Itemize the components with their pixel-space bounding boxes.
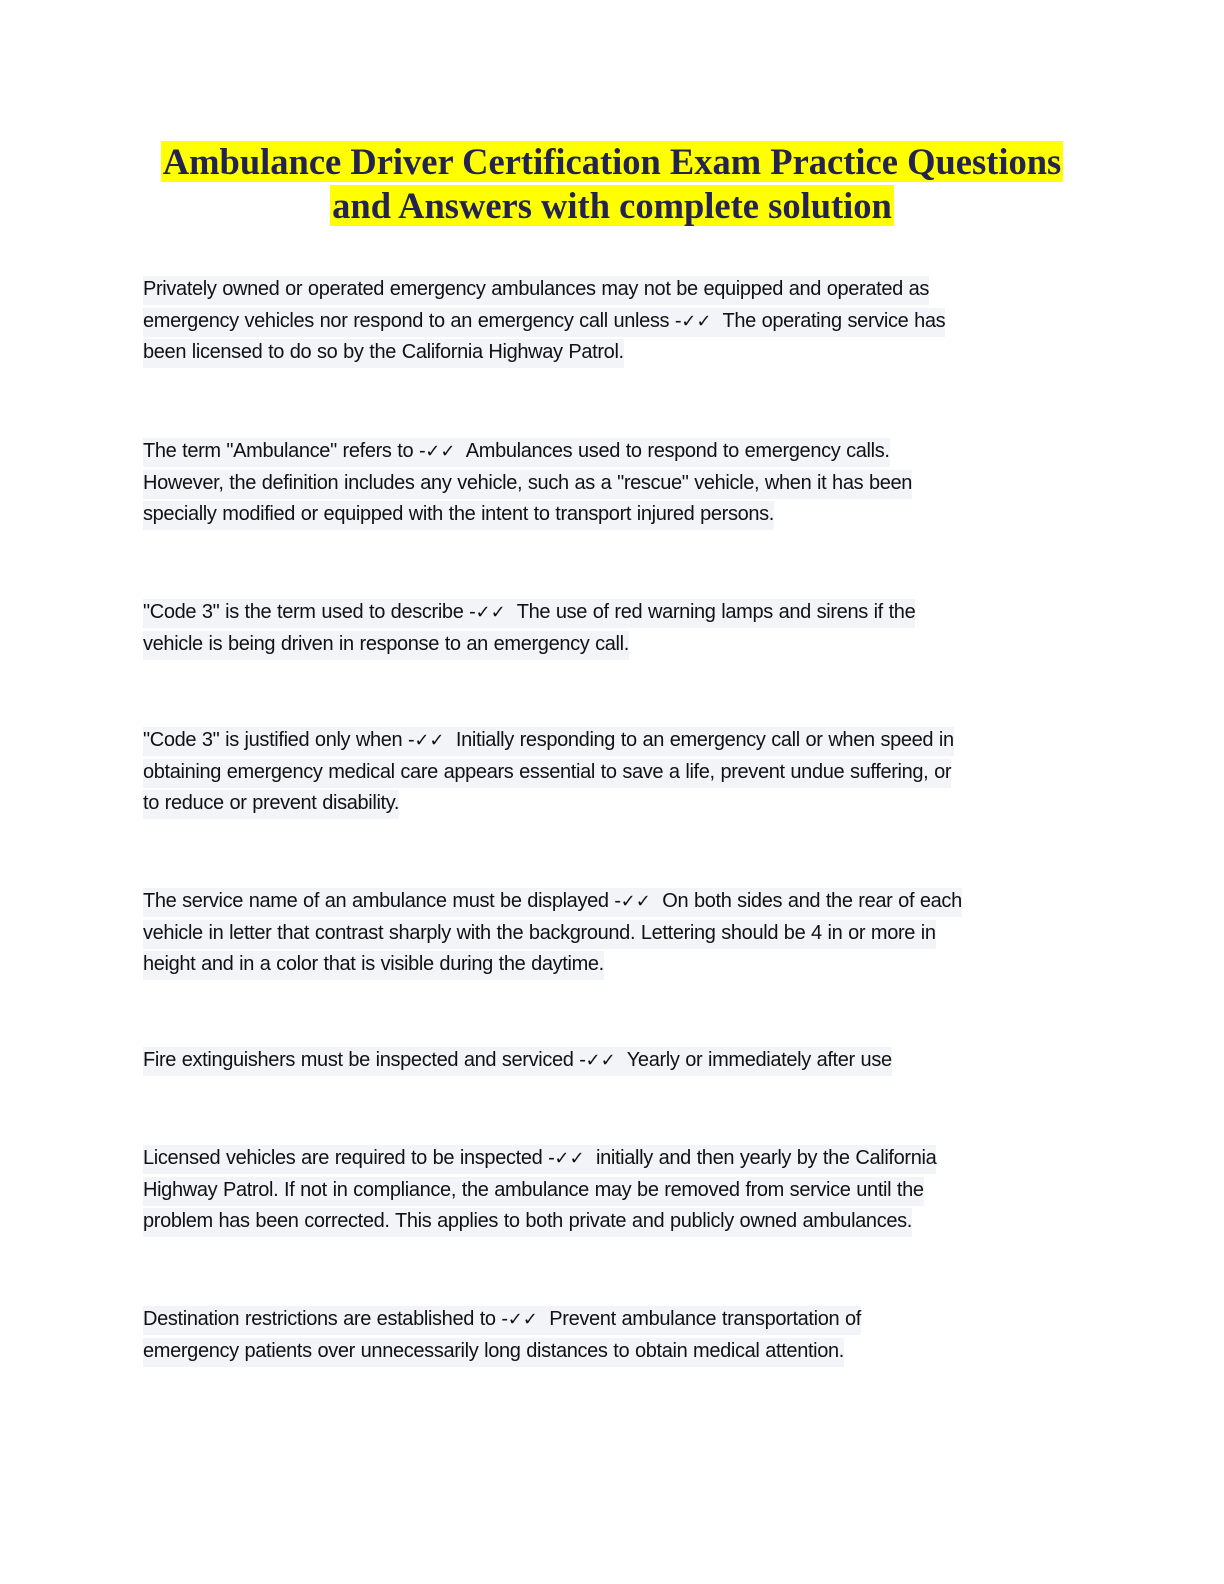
double-check-icon: ✓✓ [585,1050,616,1071]
question-text: "Code 3" is the term used to describe - [143,601,476,623]
answer-text: problem has been corrected. This applies to both private and publicly owned ambulances. [143,1210,912,1232]
qa-line [143,1045,892,1077]
qa-item-7 [143,1143,936,1238]
question-text: Licensed vehicles are required to be inspected - [143,1147,555,1169]
question-text: Fire extinguishers must be inspected and serviced - [143,1049,586,1071]
title-line-1 [0,140,1224,184]
double-check-icon: ✓✓ [620,891,651,912]
qa-line [143,918,962,950]
qa-line [143,1206,936,1238]
title-highlight: and Answers with complete solution [332,185,892,226]
double-check-icon: ✓✓ [475,602,506,623]
qa-line [143,436,912,468]
qa-item-2 [143,436,912,531]
qa-line [143,788,954,820]
answer-text: On both sides and the rear of each [650,890,962,912]
answer-text: height and in a color that is visible during the daytime. [143,953,604,975]
answer-text: Prevent ambulance transportation of [537,1308,861,1330]
qa-item-3 [143,597,915,660]
qa-line [143,306,945,338]
qa-line [143,1336,861,1368]
double-check-icon: ✓✓ [507,1309,538,1330]
qa-line [143,1304,861,1336]
question-text: The service name of an ambulance must be displayed - [143,890,621,912]
answer-text: to reduce or prevent disability. [143,792,400,814]
answer-text: emergency patients over unnecessarily long distances to obtain medical attention. [143,1339,845,1362]
answer-text: specially modified or equipped with the intent to transport injured persons. [143,503,774,525]
answer-text: vehicle is being driven in response to an emergency call. [143,632,629,655]
title-line-2 [0,184,1224,228]
qa-line [143,757,954,789]
qa-line [143,274,945,306]
answer-text: However, the definition includes any vehicle, such as a "rescue" vehicle, when it has been [143,471,913,494]
answer-text: The use of red warning lamps and sirens if the [505,601,916,623]
answer-text: Highway Patrol. If not in compliance, the ambulance may be removed from service until the [143,1178,924,1201]
title-highlight: Ambulance Driver Certification Exam Practice Questions [162,141,1062,182]
qa-line [143,629,915,661]
qa-line [143,337,945,369]
qa-line [143,886,962,918]
double-check-icon: ✓✓ [554,1148,585,1169]
double-check-icon: ✓✓ [425,441,456,462]
question-text: "Code 3" is justified only when - [143,729,415,751]
qa-line [143,468,912,500]
answer-text: Initially responding to an emergency call or when speed in [444,729,954,751]
qa-item-4 [143,725,954,820]
answer-text: The operating service has [711,309,946,332]
qa-line [143,1143,936,1175]
qa-line [143,597,915,629]
qa-line [143,725,954,757]
qa-item-5 [143,886,962,981]
qa-item-8 [143,1304,861,1367]
answer-text: vehicle in letter that contrast sharply with the background. Lettering should be 4 in or more in [143,921,936,944]
qa-line [143,949,962,981]
question-text: The term "Ambulance" refers to - [143,440,426,462]
answer-text: been licensed to do so by the California Highway Patrol. [143,341,624,363]
qa-line [143,1175,936,1207]
double-check-icon: ✓✓ [414,730,445,751]
answer-text: Yearly or immediately after use [615,1049,892,1071]
document-title [0,140,1224,228]
qa-line [143,499,912,531]
question-text: emergency vehicles nor respond to an emergency call unless - [143,309,682,332]
answer-text: obtaining emergency medical care appears essential to save a life, prevent undue suffering, or [143,760,952,783]
qa-item-6 [143,1045,892,1077]
answer-text: Ambulances used to respond to emergency calls. [455,440,890,462]
question-text: Privately owned or operated emergency ambulances may not be equipped and operated as [143,278,930,300]
qa-item-1 [143,274,945,369]
double-check-icon: ✓✓ [681,310,712,332]
answer-text: initially and then yearly by the California [584,1147,937,1169]
question-text: Destination restrictions are established to - [143,1308,508,1330]
